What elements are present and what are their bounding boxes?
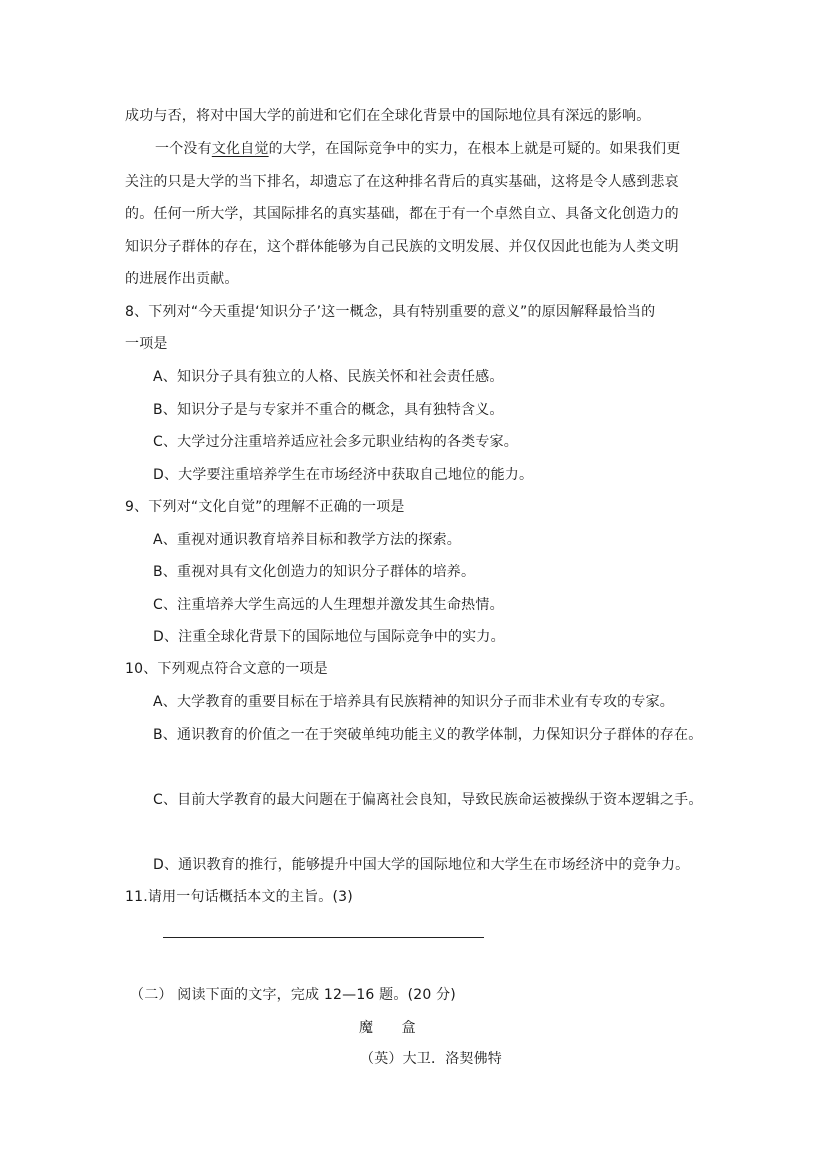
- question-8-stem: 8、下列对“今天重提‘知识分子’这一概念，具有特别重要的意义”的原因解释最恰当的: [125, 304, 656, 320]
- question-9-option-b: B、重视对具有文化创造力的知识分子群体的培养。: [153, 564, 476, 580]
- story-title: 魔 盒: [359, 1020, 416, 1036]
- passage-text: 一个没有: [155, 141, 212, 157]
- question-11-stem: 11.请用一句话概括本文的主旨。(3): [125, 889, 353, 905]
- question-9-option-a: A、重视对通识教育培养目标和教学方法的探索。: [153, 532, 461, 548]
- section-2-heading: （二） 阅读下面的文字，完成 12—16 题。(20 分): [130, 987, 456, 1003]
- question-8-stem-cont: 一项是: [125, 336, 168, 352]
- answer-blank-line: [163, 937, 484, 938]
- question-10-option-b: B、通识教育的价值之一在于突破单纯功能主义的教学体制，力保知识分子群体的存在。: [153, 727, 703, 743]
- passage-line: 的。任何一所大学，其国际排名的真实基础，都在于有一个卓然自立、具备文化创造力的: [125, 206, 679, 222]
- term-cultural-awareness: 文化自觉: [211, 141, 269, 157]
- passage-line: 成功与否，将对中国大学的前进和它们在全球化背景中的国际地位具有深远的影响。: [125, 108, 651, 124]
- passage-line: 的进展作出贡献。: [125, 271, 239, 287]
- question-8-option-c: C、大学过分注重培养适应社会多元职业结构的各类专家。: [153, 434, 518, 450]
- question-8-option-b: B、知识分子是与专家并不重合的概念，具有独特含义。: [153, 402, 504, 418]
- question-10-option-a: A、大学教育的重要目标在于培养具有民族精神的知识分子而非术业有专攻的专家。: [153, 694, 674, 710]
- question-8-option-d: D、大学要注重培养学生在市场经济中获取自己地位的能力。: [153, 467, 534, 483]
- question-10-option-d: D、通识教育的推行，能够提升中国大学的国际地位和大学生在市场经济中的竞争力。: [153, 857, 690, 873]
- passage-line: 关注的只是大学的当下排名，却遗忘了在这种排名背后的真实基础，这将是令人感到悲哀: [125, 174, 679, 190]
- question-9-option-c: C、注重培养大学生高远的人生理想并激发其生命热情。: [153, 597, 504, 613]
- question-8-option-a: A、知识分子具有独立的人格、民族关怀和社会责任感。: [153, 369, 504, 385]
- passage-line: 知识分子群体的存在，这个群体能够为自己民族的文明发展、并仅仅因此也能为人类文明: [125, 239, 679, 255]
- passage-text: 的大学，在国际竞争中的实力，在根本上就是可疑的。如果我们更: [268, 141, 681, 157]
- passage-line: [155, 139, 680, 159]
- question-10-option-c: C、目前大学教育的最大问题在于偏离社会良知，导致民族命运被操纵于资本逻辑之手。: [153, 792, 703, 808]
- question-9-stem: 9、下列对“文化自觉”的理解不正确的一项是: [125, 499, 405, 515]
- story-author: （英）大卫．洛契佛特: [360, 1051, 502, 1067]
- question-10-stem: 10、下列观点符合文意的一项是: [125, 661, 328, 677]
- question-9-option-d: D、注重全球化背景下的国际地位与国际竞争中的实力。: [153, 629, 505, 645]
